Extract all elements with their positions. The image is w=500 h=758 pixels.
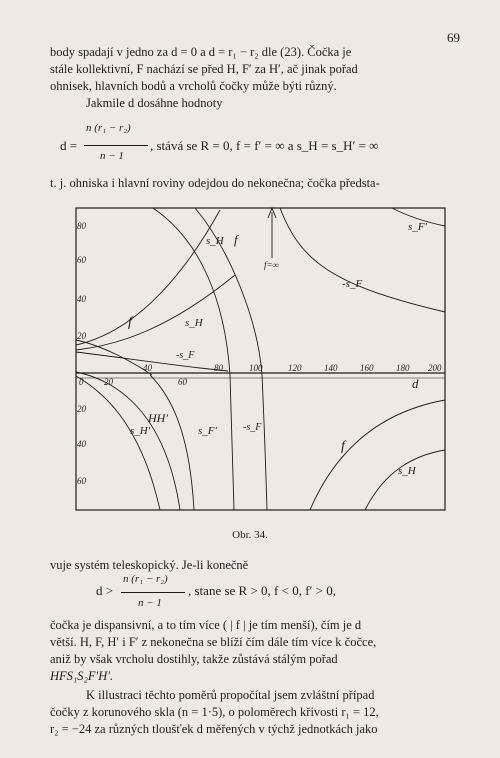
y-tick: 80 <box>77 221 86 231</box>
y-tick: 40 <box>77 439 86 449</box>
y-tick: 20 <box>77 404 86 414</box>
neg-sF-mid-curve <box>76 352 228 371</box>
y-tick: 40 <box>77 294 86 304</box>
y-tick: 60 <box>77 255 86 265</box>
x-tick: 40 <box>143 363 152 373</box>
text-line: Jakmile d dosáhne hodnoty <box>86 96 223 110</box>
sH-prime-curve <box>76 376 160 510</box>
text-line: HFS₁S₂F′H′. <box>50 669 114 683</box>
sF-prime-bottom-curve <box>150 375 194 510</box>
text-line: aniž by však vrcholu dostihly, takže zůstává stálým pořad <box>50 652 338 666</box>
equation-lhs: d > <box>96 583 114 598</box>
curve-label: s_H′ <box>130 425 151 437</box>
curve-label: s_H <box>185 317 203 329</box>
text-line: čočky z korunového skla (n = 1·5), o poloměrech křivosti r₁ = 12, <box>50 705 379 719</box>
curve-label: f <box>234 232 238 247</box>
y-tick: 60 <box>77 476 86 486</box>
x-tick: 80 <box>214 363 223 373</box>
equation-denominator: n − 1 <box>138 597 162 609</box>
x-tick: 120 <box>288 363 302 373</box>
fraction-bar <box>121 592 185 593</box>
y-tick: 20 <box>77 331 86 341</box>
equation-rest: , stává se R = 0, f = f′ = ∞ a s_H = s_H′ = ∞ <box>150 138 379 153</box>
curve-label: HH′ <box>148 411 168 425</box>
text-line: K illustraci těchto poměrů propočítal jsem zvláštní případ <box>86 688 375 702</box>
sH-bottom-right-curve <box>365 450 445 510</box>
x-tick: 0 <box>79 377 84 387</box>
text-line: r₂ = −24 za různých tloušťek d měřených v týchž jednotkách jako <box>50 722 378 736</box>
x-axis-label: d <box>412 376 419 391</box>
text-line: čočka je dispansivní, a to tím více ( | f | je tím menší), čím je d <box>50 618 362 632</box>
curve-label: f <box>128 315 132 330</box>
x-tick: 140 <box>324 363 338 373</box>
text-line: body spadají v jedno za d = 0 a d = r₁ − r₂ dle (23). Čočka je <box>50 45 352 59</box>
x-tick: 200 <box>428 363 442 373</box>
curve-label: s_H <box>398 465 416 477</box>
text-line: větší. H, F, H′ i F′ z nekonečna se blíží čím dále tím více k čočce, <box>50 635 377 649</box>
curve-label: -s_F <box>342 278 363 290</box>
f-curve <box>195 208 267 510</box>
text-line: t. j. ohniska i hlavní roviny odejdou do nekonečna; čočka předsta- <box>50 176 380 190</box>
equation-denominator: n − 1 <box>100 150 124 162</box>
curve-label: s_H <box>206 235 224 247</box>
curve-label: -s_F <box>243 422 262 433</box>
page-number: 69 <box>447 30 460 45</box>
figure-caption: Obr. 34. <box>232 529 268 541</box>
x-tick: 20 <box>104 377 113 387</box>
equation-numerator: n (r₁ − r₂) <box>123 573 168 585</box>
text-line: ohnisek, hlavních bodů a vrcholů čočky může býti různý. <box>50 79 337 93</box>
text-line: stále kollektivní, F nachází se před H, F′ za H′, ač jinak pořad <box>50 62 358 76</box>
x-tick: 160 <box>360 363 374 373</box>
x-tick: 60 <box>178 377 187 387</box>
equation-rest: , stane se R > 0, f < 0, f′ > 0, <box>188 583 336 598</box>
curve-label: s_F′ <box>198 425 217 437</box>
curve-label: f=∞ <box>264 260 279 270</box>
text-line: vuje systém teleskopický. Je-li konečně <box>50 558 249 572</box>
curve-label: -s_F <box>176 350 195 361</box>
x-tick: 100 <box>249 363 263 373</box>
curve-label: s_F′ <box>408 221 427 233</box>
x-tick: 180 <box>396 363 410 373</box>
sH-left-curve <box>76 275 235 350</box>
equation-numerator: n (r₁ − r₂) <box>86 122 131 134</box>
upper-left-arc <box>76 340 152 375</box>
curve-label: f <box>341 439 345 454</box>
equation-lhs: d = <box>60 138 78 153</box>
